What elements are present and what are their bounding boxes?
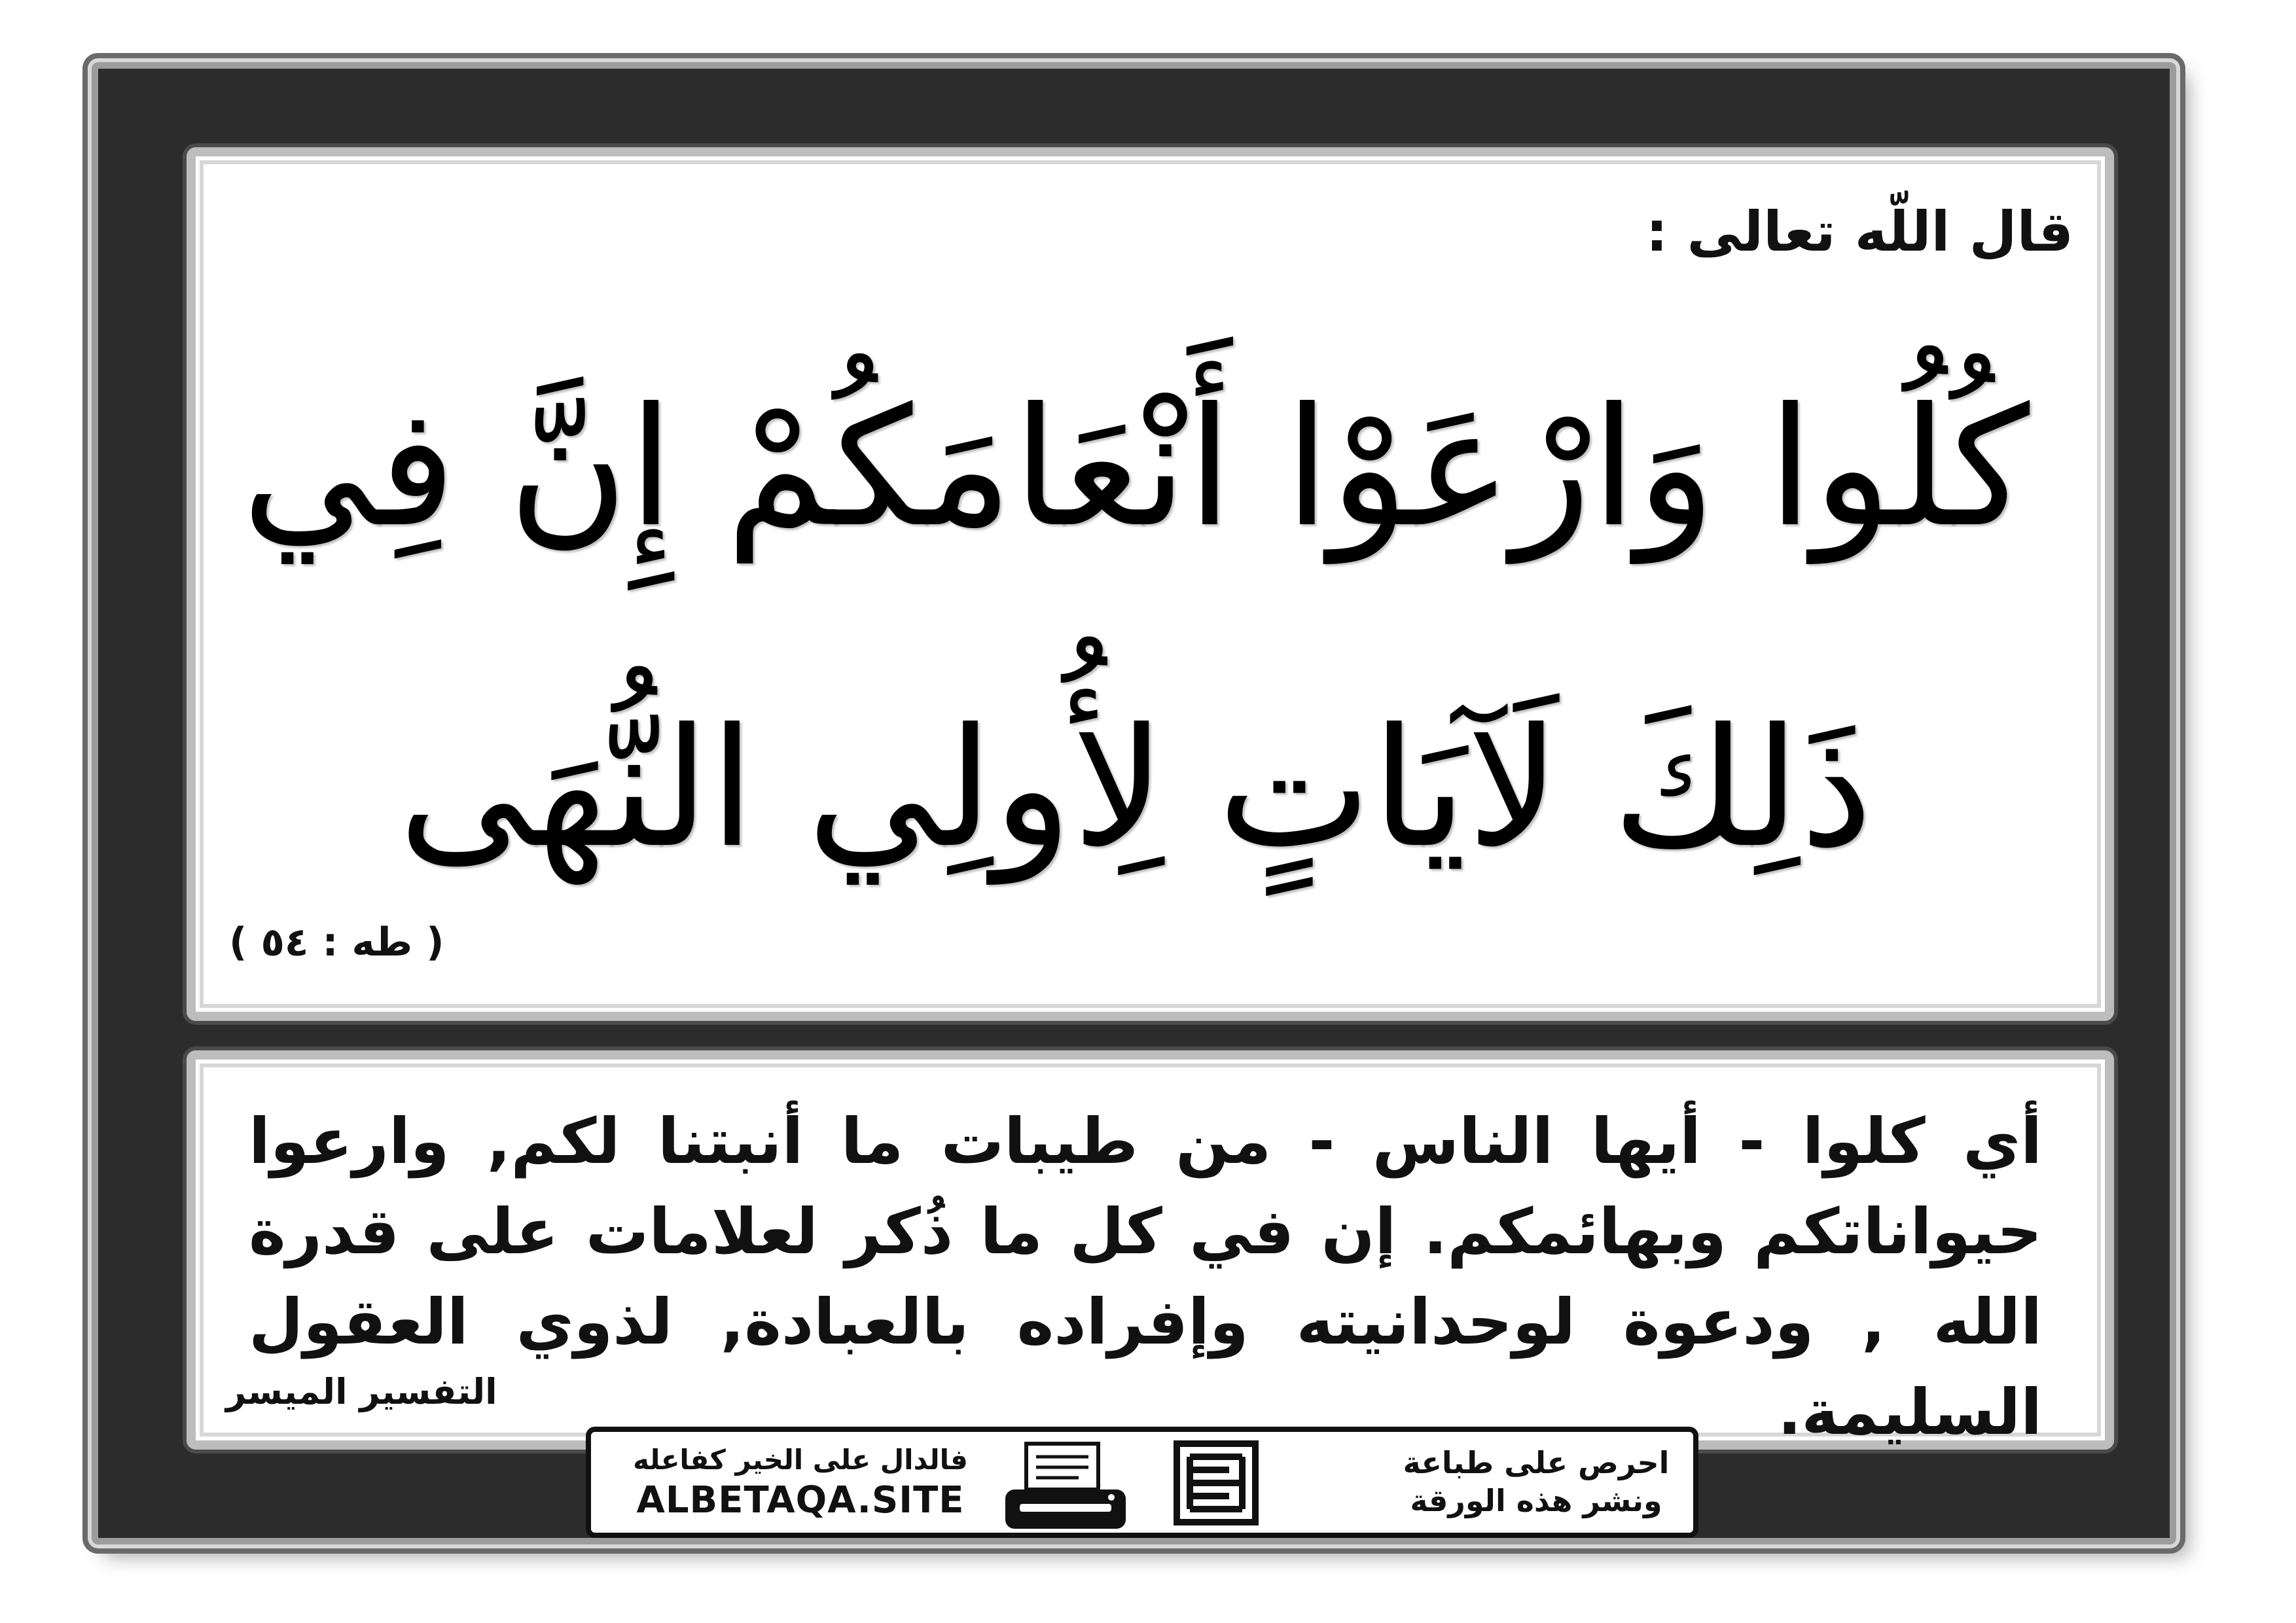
verse-line-2: ذَلِكَ لَآيَاتٍ لِأُولِي النُّهَى	[398, 693, 1873, 883]
footer-bar	[586, 1427, 1698, 1538]
footer-site-url[interactable]: ALBETAQA.SITE	[636, 1479, 965, 1522]
printer-icon	[1000, 1438, 1131, 1533]
footer-print-note	[1399, 1444, 1674, 1520]
dawah-logo	[1170, 1437, 1262, 1529]
tafsir-source: التفسير الميسر	[226, 1371, 497, 1412]
intro-text: قال اللّه تعالى :	[1645, 200, 2073, 264]
verse-panel	[187, 147, 2114, 1021]
verse-reference: ( طه : ٥٤ )	[229, 919, 444, 965]
footer-print-line-2: ونشر هذه الورقة	[1410, 1483, 1662, 1518]
footer-print-line-1: احرص على طباعة	[1403, 1445, 1670, 1480]
verse-line-1: كُلُوا وَارْعَوْا أَنْعَامَكُمْ إِنَّ فِي	[241, 372, 2030, 563]
tafsir-text: أي كلوا - أيها الناس - من طيبات ما أنبتنا لكم, وارعوا حيواناتكم وبهائمكم. إن في كل ما ذُكر لعلامات على قدرة الله , ودعوة لوحدانيته وإفراده بالعبادة, لذوي العقول السليمة.	[249, 1105, 2042, 1449]
footer-site-block	[617, 1441, 984, 1522]
footer-tagline: فالدال على الخير كفاعله	[633, 1444, 968, 1476]
